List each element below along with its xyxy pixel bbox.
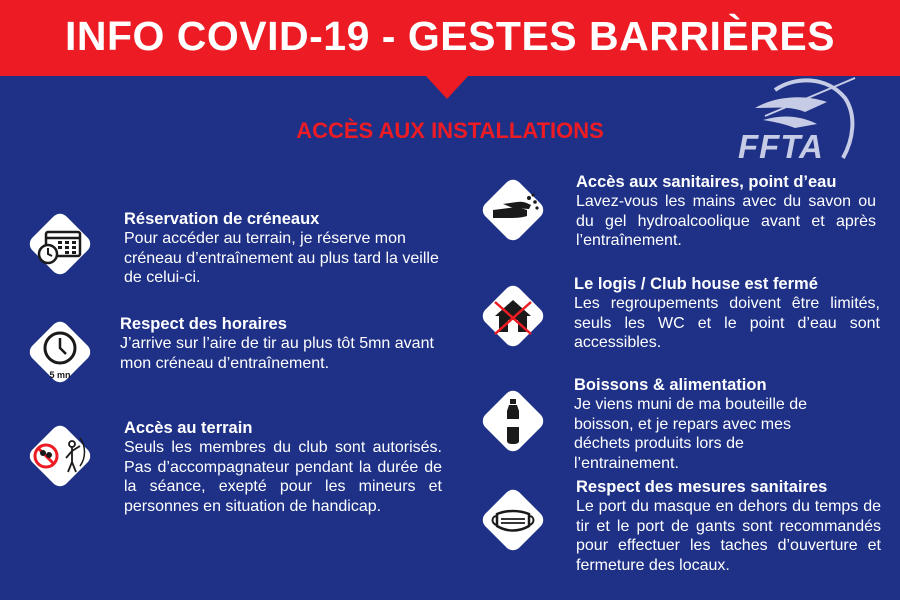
page-title: INFO COVID-19 - GESTES BARRIÈRES <box>64 13 836 59</box>
section-title: ACCÈS AUX INSTALLATIONS <box>296 118 604 143</box>
block-title: Le logis / Club house est fermé <box>574 275 818 293</box>
block-text: Le port du masque en dehors du temps de tir et le port de gants sont recommandés pour effectuer les taches d’ouverture et fermeture des locaux. <box>576 498 881 574</box>
block-title: Accès au terrain <box>124 419 253 437</box>
block-title: Accès aux sanitaires, point d’eau <box>576 173 837 191</box>
no-spectators-icon <box>20 416 100 496</box>
house-closed-icon <box>473 276 553 356</box>
calendar-clock-icon <box>20 204 100 284</box>
block-text: Lavez-vous les mains avec du savon ou du gel hydroalcoolique avant et après l’entraînement. <box>576 193 876 249</box>
info-block-club-house <box>574 274 880 353</box>
clock-icon <box>20 312 100 392</box>
block-title: Respect des mesures sanitaires <box>576 478 828 496</box>
block-title: Boissons & alimentation <box>574 376 767 394</box>
logo-text: FFTA <box>738 128 824 165</box>
info-block-boissons <box>574 375 844 473</box>
block-text: Pour accéder au terrain, je réserve mon créneau d’entraînement au plus tard la veille de celui-ci. <box>124 230 439 286</box>
block-title: Réservation de créneaux <box>124 210 320 228</box>
face-mask-icon <box>473 480 553 560</box>
info-block-reservation <box>124 209 454 288</box>
block-text: J’arrive sur l’aire de tir au plus tôt 5mn avant mon créneau d’entraînement. <box>120 335 434 372</box>
info-block-terrain <box>124 418 442 516</box>
bottle-icon <box>473 381 553 461</box>
block-text: Seuls les membres du club sont autorisés. Pas d’accompagnateur pendant la durée de la séance, exepté pour les mineurs et personnes en situation de handicap. <box>124 439 442 515</box>
banner-arrow <box>425 75 469 99</box>
block-title: Respect des horaires <box>120 315 287 333</box>
block-text: Je viens muni de ma bouteille de boisson, et je repars avec mes déchets produits lors de l’entrainement. <box>574 396 808 472</box>
clock-icon-label: 5 mn <box>49 370 71 380</box>
hand-wash-icon <box>473 170 553 250</box>
block-text: Les regroupements doivent être limités, seuls les WC et le point d’eau sont accessibles. <box>574 295 880 351</box>
info-block-mesures <box>576 477 881 575</box>
info-block-sanitaires <box>576 172 876 251</box>
info-block-horaires <box>120 314 450 373</box>
